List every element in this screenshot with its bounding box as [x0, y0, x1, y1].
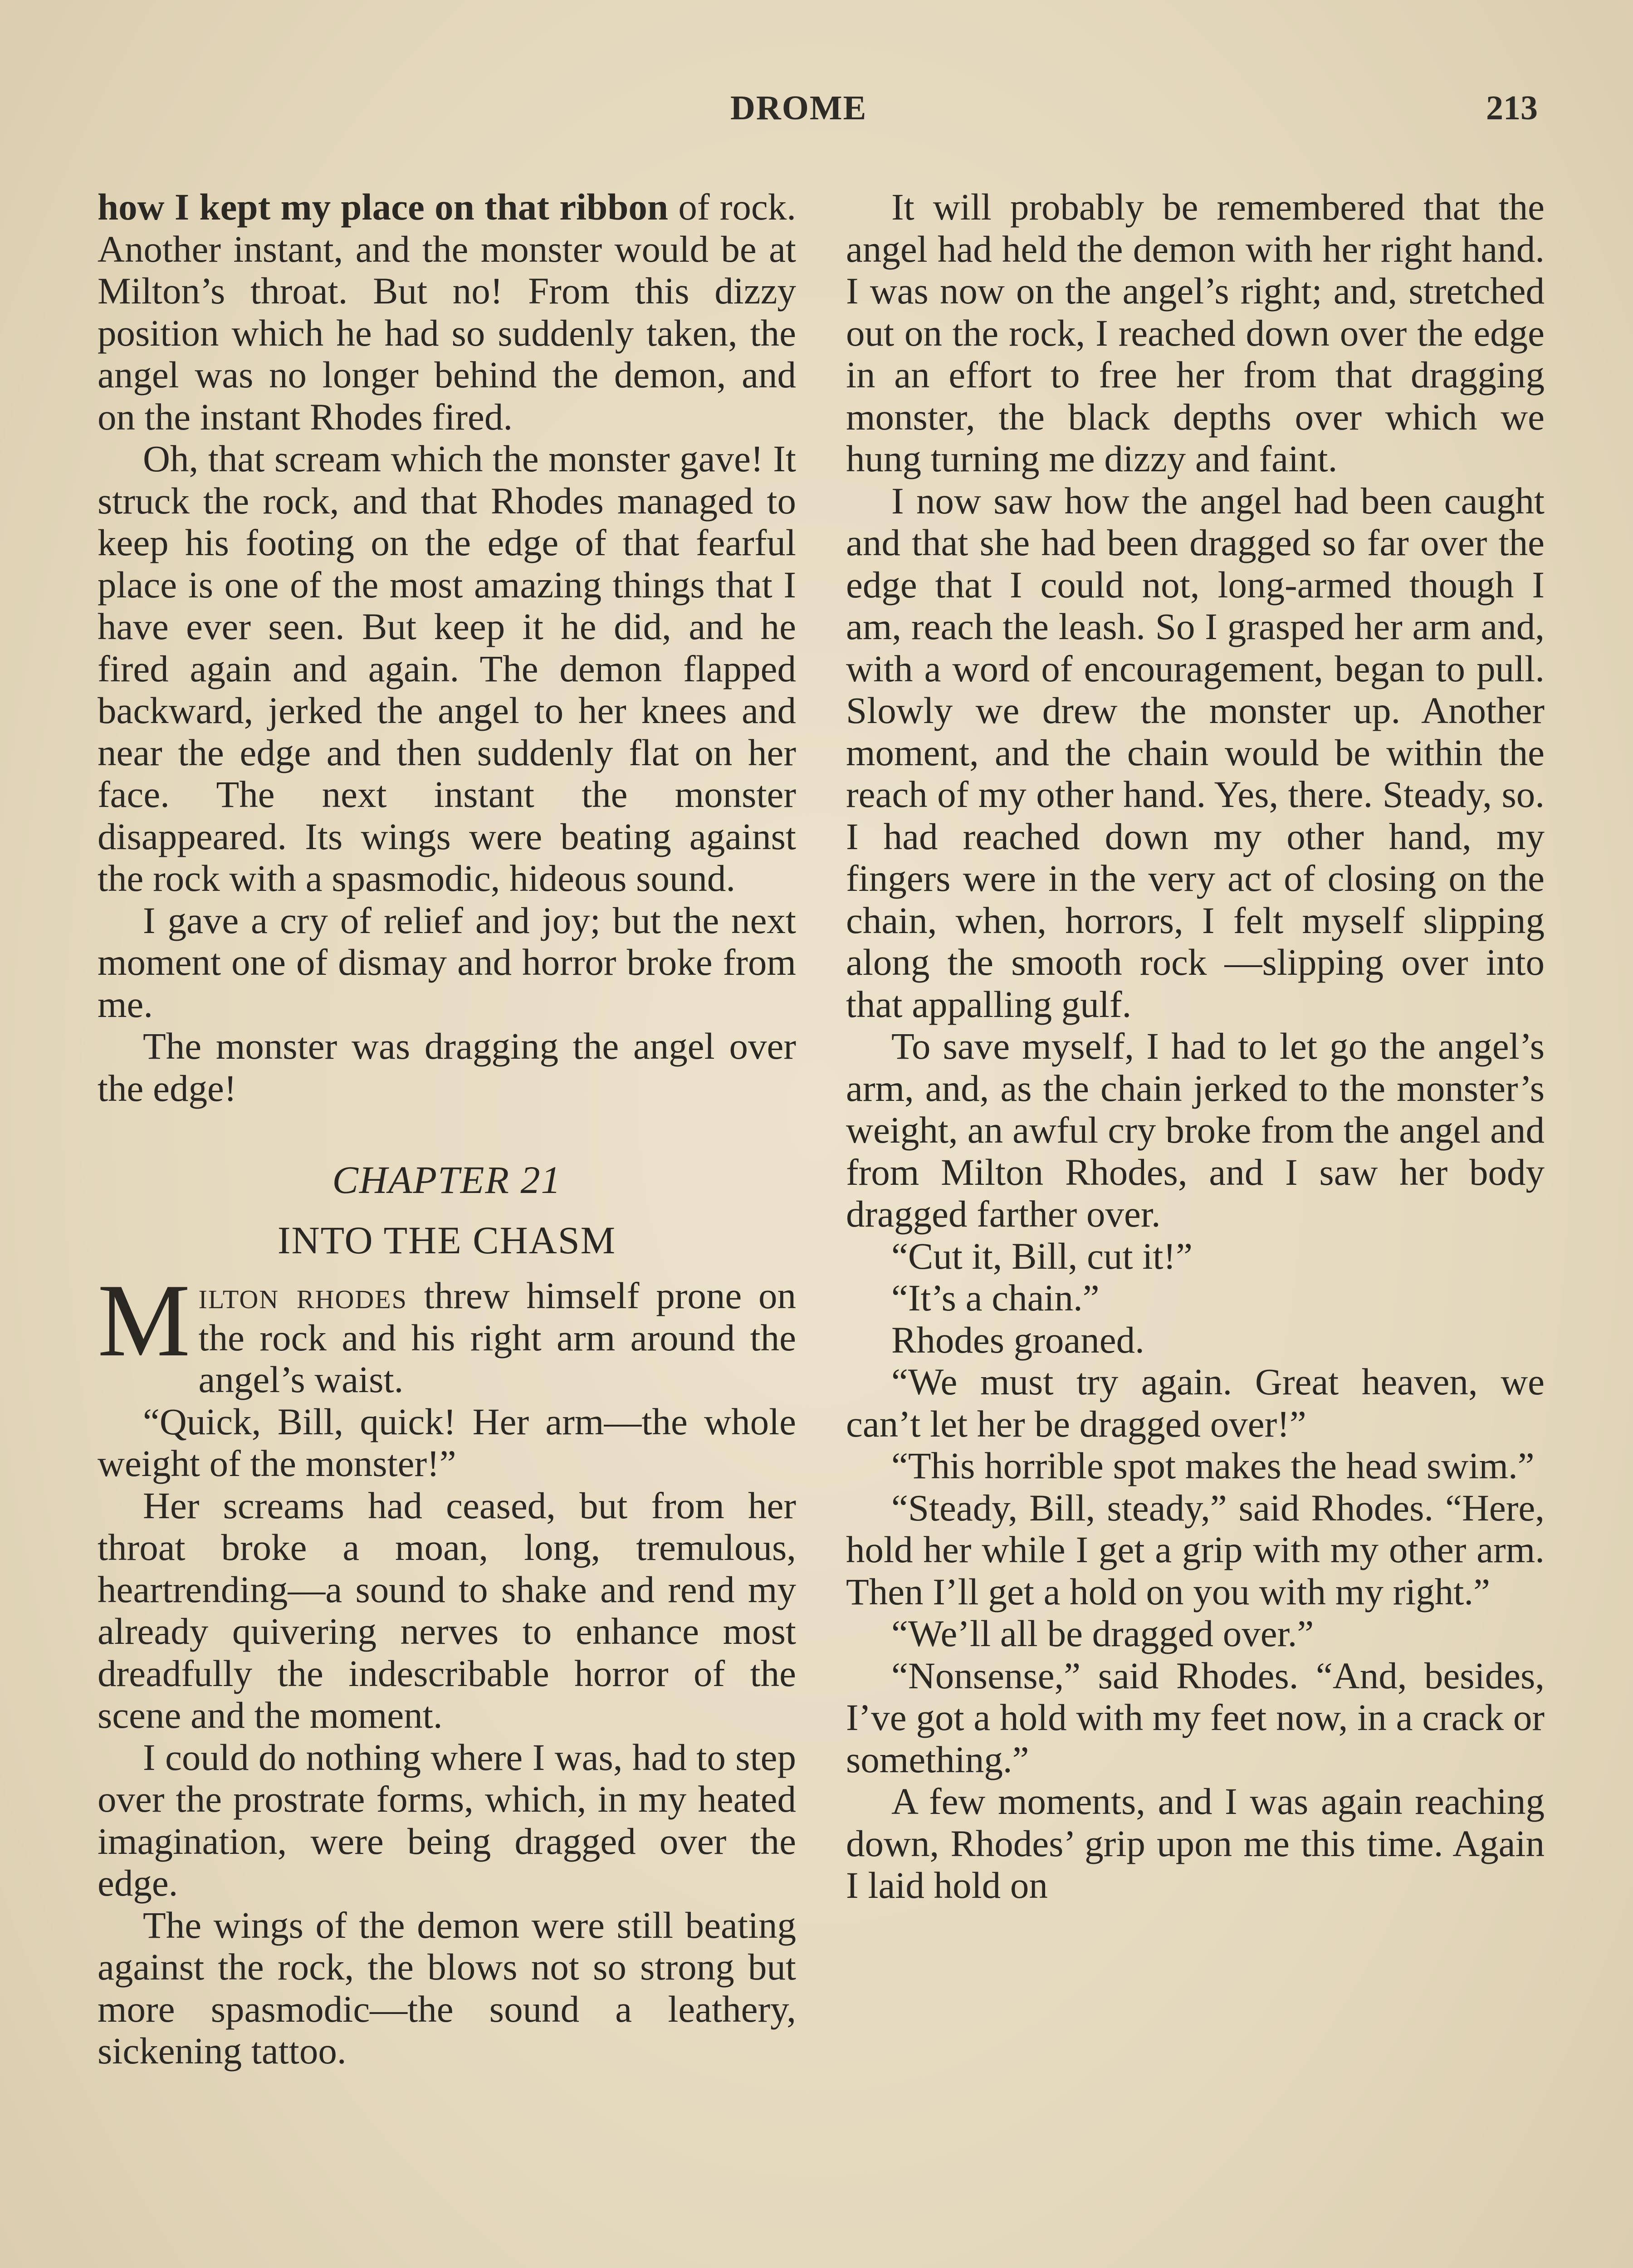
paragraph: “We’ll all be dragged over.” [891, 1613, 1314, 1654]
paragraph: The wings of the demon were still beating against the rock, the blows not so strong but more spasmodic—the sound a leathery, sickening tattoo. [98, 1904, 796, 2072]
paragraph: Oh, that scream which the monster gave! It struck the rock, and that Rhodes managed to keep his footing on the edge of that fearful place is one of the most amazing things that I have ever seen. But keep it he did, and he fired again and again. The demon flapped backward, jerked the angel to her knees and near the edge and then suddenly flat on her face. The next instant the monster disappeared. Its wings were beating against the rock with a spasmodic, hideous sound. [98, 438, 796, 899]
paragraph: A few moments, and I was again reaching down, Rhodes’ grip upon me this time. Again I laid hold on [846, 1780, 1545, 1906]
chapter-label: CHAPTER 21 [332, 1158, 562, 1202]
paragraph: I now saw how the angel had been caught and that she had been dragged so far over the edge that I could not, long-armed though I am, reach the leash. So I grasped her arm and, with a word of encouragement, began to pull. Slowly we drew the monster up. Another moment, and the chain would be within the reach of my other hand. Yes, there. Steady, so. I had reached down my other hand, my fingers were in the very act of closing on the chain, when, horrors, I felt myself slipping along the smooth rock —slipping over into that appalling gulf. [846, 479, 1545, 1025]
paragraph: The monster was dragging the angel over the edge! [98, 1025, 796, 1109]
paragraph: “Nonsense,” said Rhodes. “And, besides, I’ve got a hold with my feet now, in a crack or something.” [846, 1654, 1545, 1780]
paragraph: I gave a cry of relief and joy; but the next moment one of dismay and horror broke from me. [98, 899, 796, 1025]
paragraph: To save myself, I had to let go the angel’s arm, and, as the chain jerked to the monster’s weight, an awful cry broke from the angel and from Milton Rhodes, and I saw her body dragged farther over. [846, 1025, 1545, 1235]
left-column [98, 186, 796, 2072]
opening-paragraph [98, 1262, 796, 1401]
paragraph-text: threw himself prone on the rock and his right arm around the angel’s waist. [198, 1275, 796, 1400]
paragraph: Her screams had ceased, but from her throat broke a moan, long, tremulous, heartrending—a sound to shake and rend my already quivering nerves to enhance most dreadfully the indescribable horror of the scene and the moment. [98, 1484, 796, 1736]
paragraph-text: of rock. Another instant, and the monster would be at Milton’s throat. But no! From this dizzy position which he had so suddenly taken, the angel was no longer behind the demon, and on the instant Rhodes fired. [98, 186, 796, 438]
paragraph: It will probably be remembered that the angel had held the demon with her right hand. I was now on the angel’s right; and, stretched out on the rock, I reached down over the edge in an effort to free her from that dragging monster, the black depths over which we hung turning me dizzy and faint. [846, 186, 1545, 479]
paragraph: “Cut it, Bill, cut it!” [891, 1235, 1193, 1277]
running-head: DROME [730, 89, 867, 127]
paragraph: “Quick, Bill, quick! Her arm—the whole weight of the monster!” [98, 1400, 796, 1484]
right-column [846, 186, 1545, 1906]
bold-lead-text: how I kept my place on that ribbon [98, 186, 669, 228]
drop-cap: M [98, 1262, 191, 1378]
paragraph: “Steady, Bill, steady,” said Rhodes. “Here, hold her while I get a grip with my other arm. Then I’ll get a hold on you with my right.” [846, 1486, 1545, 1613]
paragraph: “This horrible spot makes the head swim.” [891, 1445, 1535, 1486]
paragraph: “It’s a chain.” [891, 1277, 1100, 1319]
paragraph: Rhodes groaned. [891, 1319, 1144, 1361]
paragraph: I could do nothing where I was, had to step over the prostrate forms, which, in my heated imagination, were being dragged over the edge. [98, 1736, 796, 1904]
smallcaps-name: ilton rhodes [198, 1275, 407, 1316]
paragraph: “We must try again. Great heaven, we can’t let her be dragged over!” [846, 1361, 1545, 1445]
chapter-title: INTO THE CHASM [277, 1218, 616, 1262]
paragraph [98, 186, 796, 438]
page-number: 213 [1486, 89, 1538, 127]
